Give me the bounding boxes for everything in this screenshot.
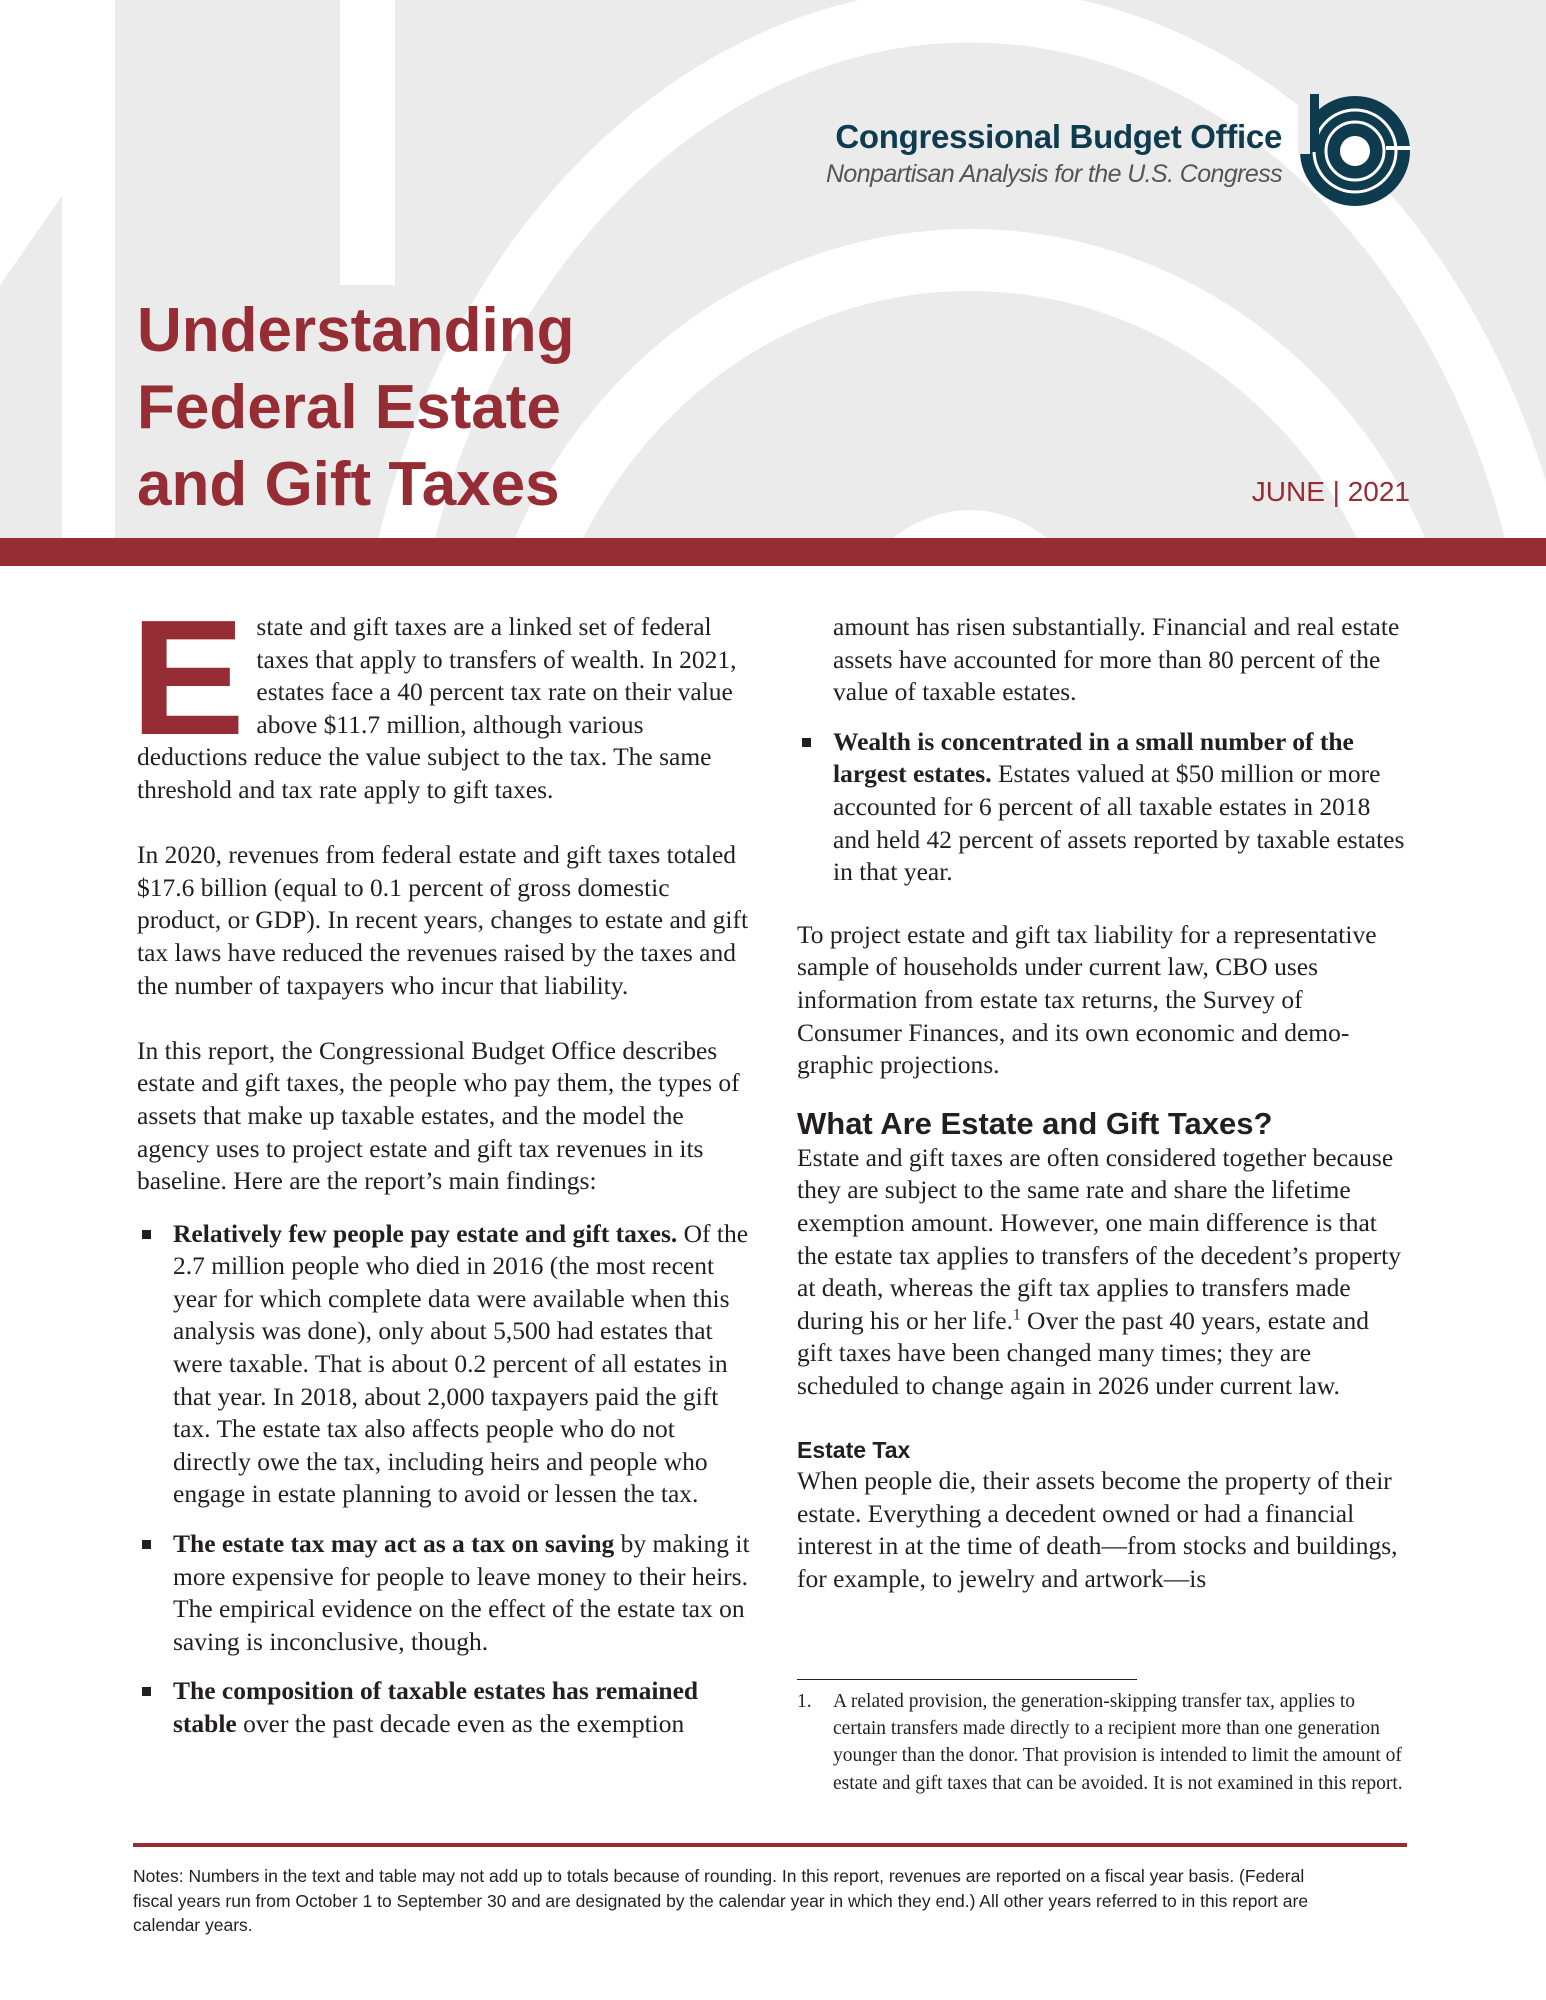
list-item — [137, 1675, 752, 1740]
list-item: amount has risen substantially. Financial and real estate assets have accounted for more than 80 percent of the value of taxable estates. — [833, 612, 1400, 707]
org-tagline: Nonpartisan Analysis for the U.S. Congress — [825, 160, 1282, 188]
title-line: Federal Estate — [137, 373, 561, 442]
finding-text: by making it more expensive for people to leave money to their heirs. The empirical evidence on the effect of the estate tax on saving is inconclusive, though. — [173, 1529, 750, 1656]
findings-list-continued — [797, 611, 1407, 889]
paragraph-text: Estate and gift taxes are often considered together because they are subject to the same rate and share the lifetime exemption amount. However, one main difference is that the estate tax applies to transfers of the decedent’s property at death, whereas the gift tax applies to transfers made during his or her life. — [797, 1142, 1401, 1335]
title-line: and Gift Taxes — [137, 450, 560, 519]
finding-text: Of the 2.7 million people who died in 2016 (the most recent year for which complete data were available when this analysis was done), only about 5,500 had estates that were taxable. That is about 0.2 percent of all estates in that year. In 2018, about 2,000 taxpayers paid the gift tax. The estate tax also affects people who do not directly owe the tax, including heirs and people who engage in estate planning to avoid or lessen the tax. — [173, 1218, 749, 1509]
notes: Notes: Numbers in the text and table may not add up to totals because of rounding. In this report, revenues are reported on a fiscal year basis. (Federal fiscal years run from October 1 to September 30 and are designated by the calendar year in which they end.) All other years referred to in this report are calendar years. — [133, 1866, 1309, 1935]
footnote-number: 1. — [797, 1691, 812, 1712]
footnote-divider — [797, 1679, 1137, 1680]
paragraph-text: state and gift taxes are a linked set of federal taxes that apply to transfers of wealth. In 2021, estates face a 40 percent tax rate on their value above $11.7 million, although various deductions reduce the value subject to the tax. The same threshold and tax rate apply to gift taxes. — [137, 612, 737, 804]
paragraph: In 2020, revenues from federal estate and gift taxes totaled $17.6 billion (equal to 0.1 percent of gross domestic product, or GDP). In recent years, changes to estate and gift tax laws have reduced the revenues raised by the taxes and the number of taxpayers who incur that liability. — [137, 840, 749, 1000]
intro-paragraph — [130, 586, 752, 807]
drop-cap: E — [130, 586, 246, 769]
finding-heading: Wealth is concentrated in a small number of the largest estates. — [833, 726, 1354, 789]
left-column — [130, 586, 752, 1758]
section-heading: What Are Estate and Gift Taxes? — [797, 1105, 1273, 1141]
finding-heading: The estate tax may act as a tax on saving — [173, 1529, 615, 1559]
header-band — [0, 538, 1546, 566]
page-title — [137, 292, 574, 523]
right-column — [797, 611, 1407, 1628]
title-line: Understanding — [137, 296, 575, 365]
footer-divider — [133, 1843, 1407, 1847]
list-item — [797, 726, 1407, 889]
list-item — [137, 1218, 752, 1511]
footnote — [797, 1688, 1407, 1797]
paragraph: To project estate and gift tax liability for a representative sample of households under current law, CBO uses information from estate tax returns, the Survey of Consumer Finances, and its own economic and demographic projections. — [797, 919, 1377, 1080]
list-item — [137, 1528, 752, 1658]
cbo-logo-icon — [1298, 94, 1412, 208]
paragraph-text: Over the past 40 years, estate and gift taxes have been changed many times; they are scheduled to change again in 2026 under current law. — [797, 1305, 1370, 1400]
publication-date: JUNE | 2021 — [1251, 476, 1410, 507]
footnote-ref[interactable]: 1 — [1013, 1306, 1021, 1324]
org-name: Congressional Budget Office — [835, 118, 1282, 155]
finding-heading: Relatively few people pay estate and gift taxes. — [173, 1218, 678, 1248]
finding-heading: The composition of taxable estates has remained stable — [173, 1676, 699, 1738]
findings-list — [137, 1218, 752, 1741]
paragraph — [797, 1142, 1407, 1403]
subsection-heading: Estate Tax — [797, 1437, 911, 1464]
footnote-text: A related provision, the generation-skipping transfer tax, applies to certain transfers made directly to a recipient more than one generation younger than the donor. That provision is intended to limit the amount of estate and gift taxes that can be avoided. It is not examined in this report. — [833, 1691, 1403, 1794]
paragraph: When people die, their assets become the property of their estate. Everything a decedent owned or had a financial interest in at the time of death—from stocks and buildings, for example, to jewelry and artwork—is — [797, 1466, 1398, 1593]
finding-text: over the past decade even as the exemption — [236, 1709, 685, 1738]
finding-text: Estates valued at $50 million or more accounted for 6 percent of all taxable estates in 2018 and held 42 percent of assets reported by taxable estates in that year. — [833, 759, 1405, 887]
paragraph: In this report, the Congressional Budget Office describes estate and gift taxes, the people who pay them, the types of assets that make up taxable estates, and the model the agency uses to project estate and gift tax revenues in its baseline. Here are the report’s main findings: — [137, 1035, 740, 1196]
